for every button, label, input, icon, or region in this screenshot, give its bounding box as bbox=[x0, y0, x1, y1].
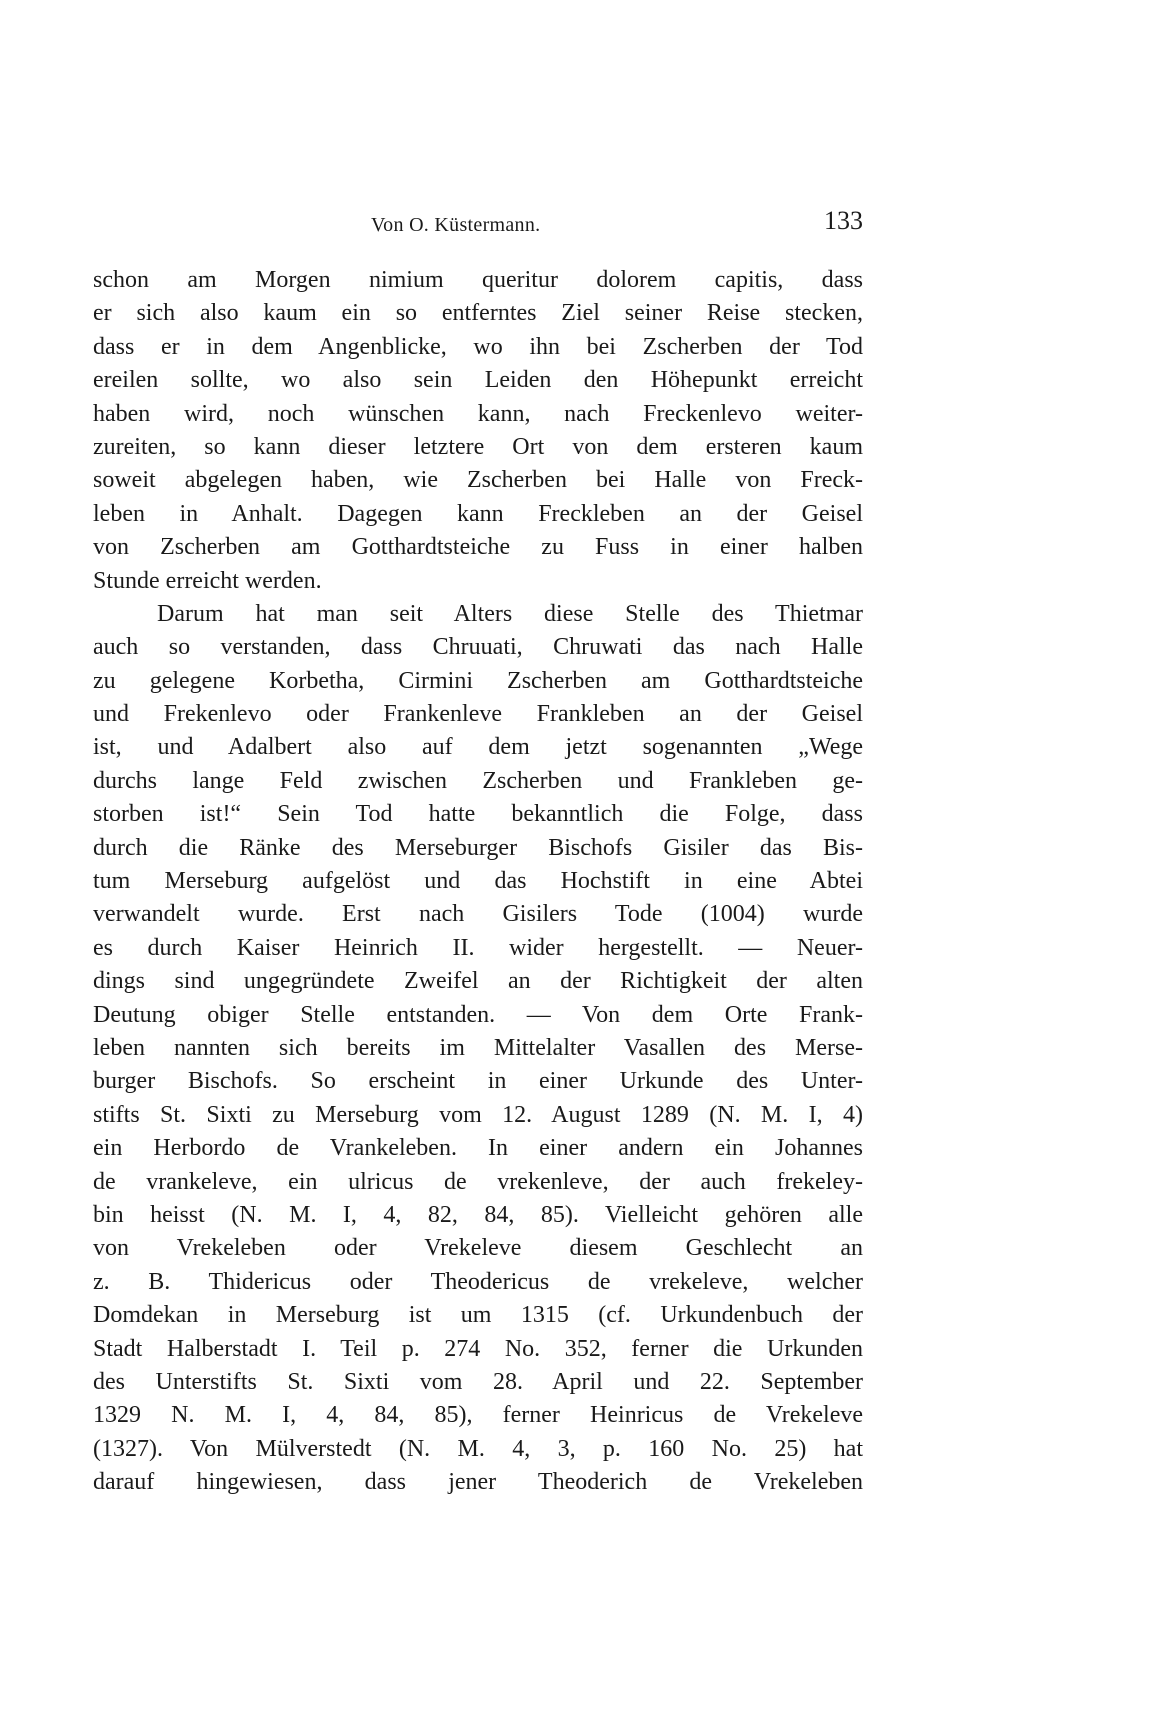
text-line: es durch Kaiser Heinrich II. wider hergestellt. — Neuer- bbox=[93, 934, 863, 961]
text-line: dass er in dem Angenblicke, wo ihn bei Zscherben der Tod bbox=[93, 333, 863, 360]
text-line: bin heisst (N. M. I, 4, 82, 84, 85). Vielleicht gehören alle bbox=[93, 1201, 863, 1228]
text-line: leben nannten sich bereits im Mittelalter Vasallen des Merse- bbox=[93, 1034, 863, 1061]
text-line: zureiten, so kann dieser letztere Ort von dem ersteren kaum bbox=[93, 433, 863, 460]
text-line: burger Bischofs. So erscheint in einer Urkunde des Unter- bbox=[93, 1068, 863, 1095]
text-line: von Zscherben am Gotthardtsteiche zu Fuss in einer halben bbox=[93, 534, 863, 561]
body-text bbox=[93, 264, 863, 1499]
text-line: de vrankeleve, ein ulricus de vrekenleve, der auch frekeley- bbox=[93, 1168, 863, 1195]
text-line: schon am Morgen nimium queritur dolorem capitis, dass bbox=[93, 267, 863, 293]
text-line: ereilen sollte, wo also sein Leiden den Höhepunkt erreicht bbox=[93, 367, 863, 394]
text-line: des Unterstifts St. Sixti vom 28. April und 22. September bbox=[93, 1368, 863, 1395]
text-line: dings sind ungegründete Zweifel an der Richtigkeit der alten bbox=[93, 968, 863, 995]
text-line: storben ist!“ Sein Tod hatte bekanntlich die Folge, dass bbox=[93, 801, 863, 828]
text-line: er sich also kaum ein so entferntes Ziel seiner Reise stecken, bbox=[93, 300, 863, 327]
text-line: durch die Ränke des Merseburger Bischofs Gisiler das Bis- bbox=[93, 834, 863, 861]
text-line: verwandelt wurde. Erst nach Gisilers Tode (1004) wurde bbox=[93, 901, 863, 928]
text-line: darauf hingewiesen, dass jener Theoderich de Vrekeleben bbox=[93, 1469, 863, 1496]
text-line: von Vrekeleben oder Vrekeleve diesem Geschlecht an bbox=[93, 1235, 863, 1262]
running-head bbox=[93, 206, 863, 246]
text-line: ist, und Adalbert also auf dem jetzt sogenannten „Wege bbox=[93, 734, 863, 761]
text-line: 1329 N. M. I, 4, 84, 85), ferner Heinricus de Vrekeleve bbox=[93, 1402, 863, 1429]
text-line: stifts St. Sixti zu Merseburg vom 12. August 1289 (N. M. I, 4) bbox=[93, 1101, 863, 1128]
text-line: haben wird, noch wünschen kann, nach Freckenlevo weiter- bbox=[93, 400, 863, 427]
paragraph-end-line: Stunde erreicht werden. bbox=[93, 567, 322, 594]
text-line: zu gelegene Korbetha, Cirmini Zscherben am Gotthardtsteiche bbox=[93, 667, 863, 694]
page-number: 133 bbox=[824, 206, 863, 235]
text-line: (1327). Von Mülverstedt (N. M. 4, 3, p. 160 No. 25) hat bbox=[93, 1435, 863, 1462]
text-line: Domdekan in Merseburg ist um 1315 (cf. Urkundenbuch der bbox=[93, 1302, 863, 1329]
text-line: leben in Anhalt. Dagegen kann Freckleben an der Geisel bbox=[93, 500, 863, 527]
running-head-title: Von O. Küstermann. bbox=[371, 214, 541, 236]
text-line: auch so verstanden, dass Chruuati, Chruwati das nach Halle bbox=[93, 634, 863, 661]
text-line: Stadt Halberstadt I. Teil p. 274 No. 352, ferner die Urkunden bbox=[93, 1335, 863, 1362]
text-line: Deutung obiger Stelle entstanden. — Von dem Orte Frank- bbox=[93, 1001, 863, 1028]
paragraph-start-line: Darum hat man seit Alters diese Stelle des Thietmar bbox=[157, 600, 863, 627]
text-line: soweit abgelegen haben, wie Zscherben bei Halle von Freck- bbox=[93, 467, 863, 494]
text-line: ein Herbordo de Vrankeleben. In einer andern ein Johannes bbox=[93, 1135, 863, 1162]
text-line: durchs lange Feld zwischen Zscherben und Frankleben ge- bbox=[93, 767, 863, 794]
text-line: tum Merseburg aufgelöst und das Hochstift in eine Abtei bbox=[93, 868, 863, 895]
text-line: und Frekenlevo oder Frankenleve Frankleben an der Geisel bbox=[93, 701, 863, 728]
text-line: z. B. Thidericus oder Theodericus de vrekeleve, welcher bbox=[93, 1268, 863, 1295]
